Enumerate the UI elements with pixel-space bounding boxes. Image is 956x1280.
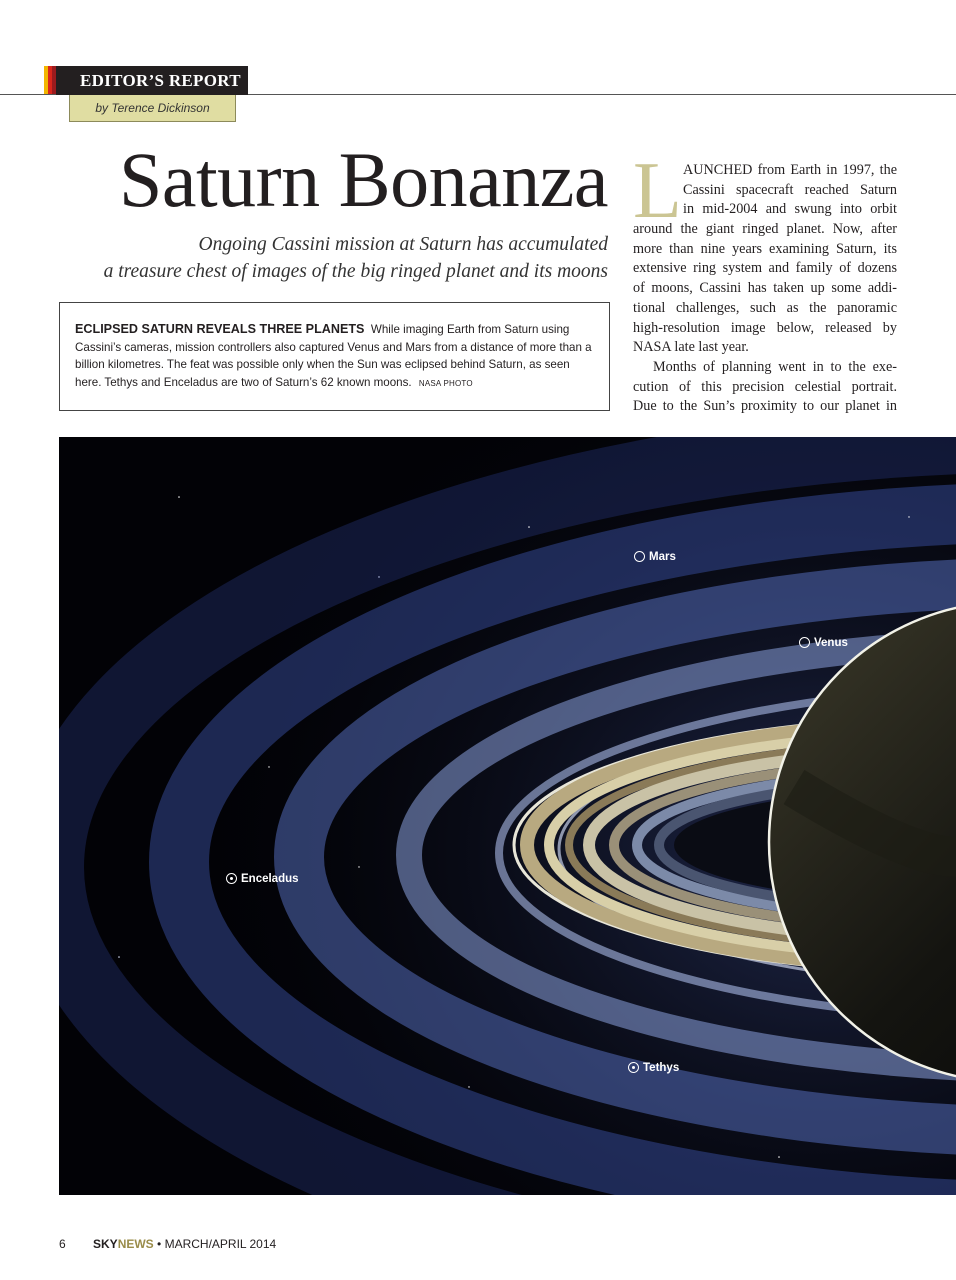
saturn-eclipse-photo bbox=[59, 437, 956, 1195]
deck-line: a treasure chest of images of the big ringed planet and its moons bbox=[103, 261, 608, 282]
article-title: Saturn Bonanza bbox=[118, 136, 608, 223]
body-line: more than nine years examining Saturn, its bbox=[633, 240, 897, 257]
body-line: NASA late last year. bbox=[633, 339, 749, 356]
body-line: AUNCHED from Earth in 1997, the bbox=[683, 162, 897, 178]
enceladus-label-text: Enceladus bbox=[241, 873, 299, 885]
label-mars bbox=[634, 550, 676, 564]
body-line: Months of planning went in to the exe- bbox=[653, 358, 897, 375]
page-footer bbox=[59, 1237, 276, 1251]
saturn-illustration bbox=[59, 437, 956, 1195]
drop-cap: L bbox=[633, 147, 682, 235]
footer-separator: • bbox=[157, 1237, 162, 1251]
photo-caption-box bbox=[59, 302, 610, 411]
label-tethys bbox=[628, 1061, 679, 1075]
deck-line: Ongoing Cassini mission at Saturn has accumulated bbox=[198, 234, 608, 255]
caption-lead: ECLIPSED SATURN REVEALS THREE PLANETS bbox=[75, 322, 365, 336]
tethys-marker-icon bbox=[628, 1062, 639, 1073]
photo-credit: NASA PHOTO bbox=[418, 378, 473, 388]
brand-sky: SKY bbox=[93, 1237, 118, 1251]
body-line: Due to the Sun’s proximity to our planet in bbox=[633, 398, 897, 415]
venus-label-text: Venus bbox=[814, 637, 848, 649]
byline: by Terence Dickinson bbox=[69, 95, 236, 122]
venus-marker-icon bbox=[799, 637, 810, 648]
body-line: tional challenges, such as the panoramic bbox=[633, 299, 897, 316]
body-line: Cassini spacecraft reached Saturn bbox=[683, 181, 897, 198]
section-label: EDITOR’S REPORT bbox=[56, 66, 248, 95]
body-line: cution of this precision celestial portrait. bbox=[633, 378, 897, 395]
article-deck bbox=[60, 231, 608, 285]
body-line: high-resolution image below, released by bbox=[633, 319, 897, 336]
mars-label-text: Mars bbox=[649, 551, 676, 563]
body-line: in mid-2004 and swung into orbit bbox=[683, 201, 897, 218]
mars-marker-icon bbox=[634, 551, 645, 562]
page-number: 6 bbox=[59, 1237, 66, 1251]
brand-news: NEWS bbox=[117, 1237, 154, 1251]
label-venus bbox=[799, 636, 848, 650]
body-line: around the giant ringed planet. Now, after bbox=[633, 221, 897, 238]
tethys-label-text: Tethys bbox=[643, 1062, 680, 1074]
enceladus-marker-icon bbox=[226, 873, 237, 884]
body-line: extensive ring system and family of dozens bbox=[633, 260, 897, 277]
body-line: of moons, Cassini has taken up some addi- bbox=[633, 280, 897, 297]
label-enceladus bbox=[226, 872, 299, 886]
article-body bbox=[633, 161, 897, 417]
issue-date: MARCH/APRIL 2014 bbox=[164, 1237, 277, 1251]
caption-text: While imaging Earth from Saturn using Cassini’s cameras, mission controllers also captured Venus and Mars from a distance of more than a billion kilometres. The feat was possible only when the Sun was eclipsed behind Saturn, as seen here. Tethys and Enceladus are two of Saturn’s 62 known moons. bbox=[75, 323, 592, 389]
